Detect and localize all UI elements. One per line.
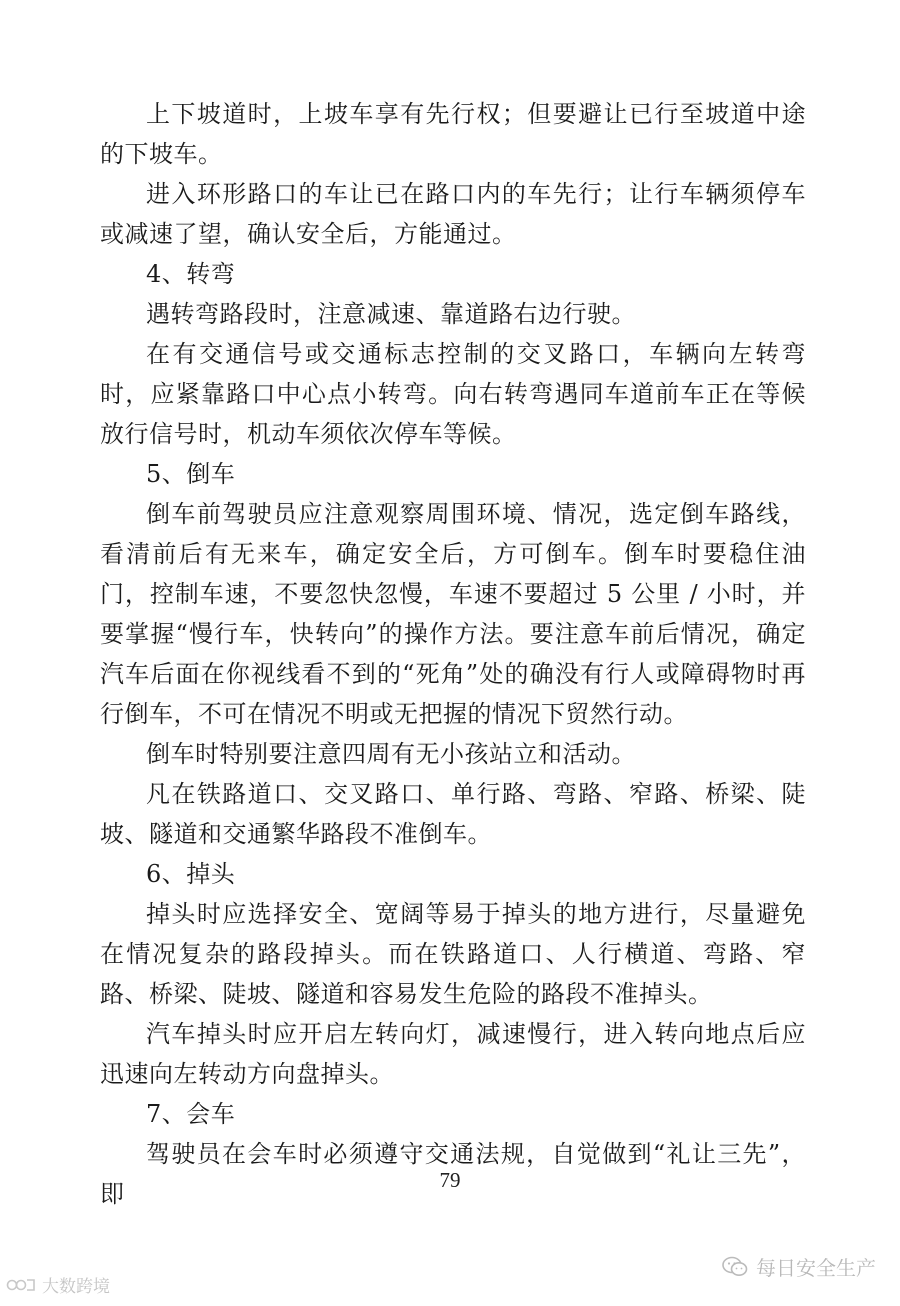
section-heading: 7、会车: [146, 1100, 236, 1128]
paragraph: 上下坡道时，上坡车享有先行权；但要避让已行至坡道中途的下坡车。: [100, 100, 806, 168]
paragraph: 遇转弯路段时，注意减速、靠道路右边行驶。: [146, 300, 636, 328]
paragraph: 在有交通信号或交通标志控制的交叉路口，车辆向左转弯时，应紧靠路口中心点小转弯。向右转弯遇同车道前车正在等候放行信号时，机动车须依次停车等候。: [100, 340, 806, 448]
section-heading: 4、转弯: [146, 260, 236, 288]
watermark-left-text: 大数跨境: [42, 1277, 110, 1297]
page-number: 79: [439, 1168, 461, 1192]
wechat-icon: [722, 1256, 748, 1278]
section-heading: 5、倒车: [146, 460, 236, 488]
paragraph: 驾驶员在会车时必须遵守交通法规，自觉做到“礼让三先”，即: [100, 1140, 806, 1208]
paragraph: 汽车掉头时应开启左转向灯，减速慢行，进入转向地点后应迅速向左转动方向盘掉头。: [100, 1020, 806, 1088]
body-text: [100, 94, 806, 1214]
watermark-left: [6, 1272, 110, 1297]
watermark-right-text: 每日安全生产: [756, 1256, 876, 1280]
paragraph: 掉头时应选择安全、宽阔等易于掉头的地方进行，尽量避免在情况复杂的路段掉头。而在铁路道口、人行横道、弯路、窄路、桥梁、陡坡、隧道和容易发生危险的路段不准掉头。: [100, 900, 806, 1008]
paragraph: 倒车前驾驶员应注意观察周围环境、情况，选定倒车路线，看清前后有无来车，确定安全后，方可倒车。倒车时要稳住油门，控制车速，不要忽快忽慢，车速不要超过 5 公里 / 小时，并要掌握“慢行车，快转向”的操作方法。要注意车前后情况，确定汽车后面在你视线看不到的“死角”处的确没有行人或障碍物时再行倒车，不可在情况不明或无把握的情况下贸然行动。: [100, 500, 806, 728]
paragraph: 倒车时特别要注意四周有无小孩站立和活动。: [146, 740, 636, 768]
paragraph: 进入环形路口的车让已在路口内的车先行；让行车辆须停车或减速了望，确认安全后，方能通过。: [100, 180, 806, 248]
paragraph: 凡在铁路道口、交叉路口、单行路、弯路、窄路、桥梁、陡坡、隧道和交通繁华路段不准倒车。: [100, 780, 806, 848]
logo-icon: [6, 1276, 36, 1294]
section-heading: 6、掉头: [146, 860, 236, 888]
watermark-right: [722, 1252, 876, 1281]
